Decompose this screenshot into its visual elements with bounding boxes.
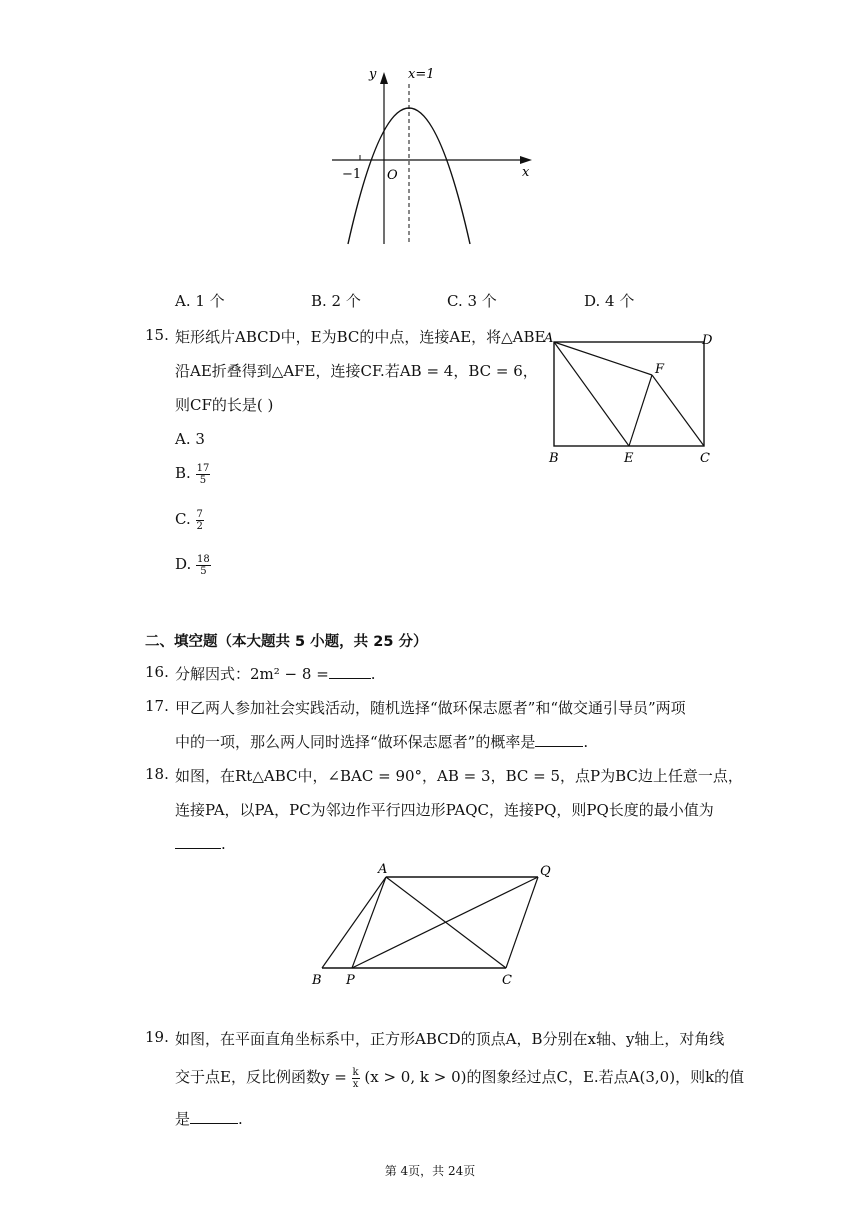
q15-line2: 沿AE折叠得到△AFE，连接CF.若AB = 4，BC = 6， [175,362,538,380]
q15-option-d: D. $\frac{18}{5}$ [175,553,210,577]
point-label-c: C [502,973,512,988]
q14-option-c: C. 3 个 [447,292,497,310]
q19-line3: 是 . [175,1110,243,1128]
q18-answer-blank [175,834,221,849]
q17-number: 17. [145,697,169,715]
q15-option-a: A. 3 [175,430,205,448]
q19-number: 19. [145,1028,169,1046]
point-label-f: F [655,362,665,377]
point-label-b: B [312,973,322,988]
symmetry-label: x=1 [408,67,435,82]
q18-line2: 连接PA，以PA，PC为邻边作平行四边形PAQC，连接PQ，则PQ长度的最小值为 [175,801,714,819]
q15-number: 15. [145,326,169,344]
point-label-q: Q [540,864,551,879]
q17-line2: 中的一项，那么两人同时选择“做环保志愿者”的概率是 . [175,733,589,751]
q14-option-d: D. 4 个 [584,292,635,310]
q16-answer-blank [329,664,371,679]
q18-number: 18. [145,765,169,783]
q14-option-a: A. 1 个 [175,292,225,310]
point-label-c: C [700,451,710,466]
q18-line3: . [175,833,226,855]
q18-line1: 如图，在Rt△ABC中，∠BAC = 90°，AB = 3，BC = 5，点P为BC边上任意一点， [175,767,743,785]
q15-line1: 矩形纸片ABCD中，E为BC的中点，连接AE，将△ABE [175,328,546,346]
q19-line1: 如图，在平面直角坐标系中，正方形ABCD的顶点A，B分别在x轴、y轴上，对角线 [175,1030,725,1048]
point-label-b: B [549,451,559,466]
y-axis-label: y [369,67,377,82]
q17-answer-blank [535,732,583,747]
parallelogram-figure [300,856,560,992]
q19-line2: 交于点E，反比例函数y = $\frac{k}{x}$ (x > 0, k > 0)的图象经过点C，E.若点A(3,0)，则k的值 [175,1066,745,1090]
q17-line1: 甲乙两人参加社会实践活动，随机选择“做环保志愿者”和“做交通引导员”两项 [175,699,686,717]
q19-answer-blank [190,1109,238,1124]
point-label-d: D [702,333,713,348]
section-title: 二、填空题（本大题共 5 小题，共 25 分） [145,634,428,650]
point-label-e: E [624,451,634,466]
q16-number: 16. [145,663,169,681]
x-axis-arrow [520,156,532,164]
q16-text: 分解因式：2m² − 8 = . [175,665,376,683]
point-label-a: A [544,331,554,346]
q15-option-c: C. $\frac{7}{2}$ [175,508,203,532]
q15-option-b: B. $\frac{17}{5}$ [175,462,210,486]
y-axis-arrow [380,72,388,84]
q15-line3: 则CF的长是( ) [175,396,274,414]
q14-option-b: B. 2 个 [311,292,361,310]
point-label-a: A [378,862,388,877]
parabola-graph [320,62,540,252]
x-axis-label: x [522,165,530,180]
page-footer: 第 4页，共 24页 [384,1164,476,1178]
point-label-p: P [346,973,355,988]
origin-label: O [387,168,398,183]
neg-one-label: −1 [342,167,362,182]
rectangle-fold-figure [540,328,720,468]
